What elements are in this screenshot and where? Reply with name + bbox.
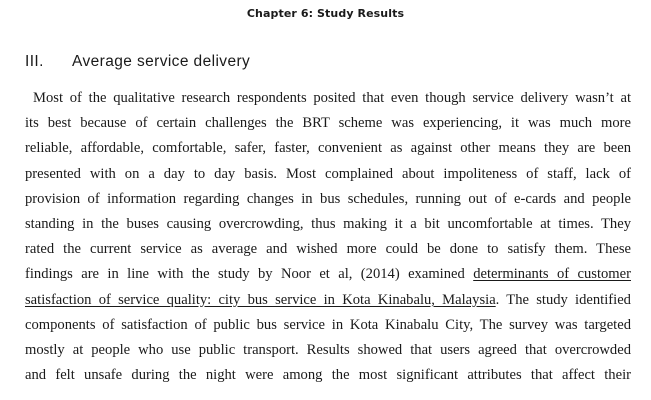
- paragraph-line: components of satisfaction of public bus service in Kota Kinabalu City, The survey was targeted: [25, 316, 631, 333]
- underlined-reference: determinants of customer: [473, 266, 631, 283]
- paragraph-text: findings are in line with the study by Noor et al, (2014) examined: [25, 266, 474, 283]
- section-title: Average service delivery: [72, 53, 251, 70]
- paragraph-line: Most of the qualitative research respondents posited that even though service delivery wasn’t at: [33, 90, 631, 106]
- underlined-reference: satisfaction of service quality: city bus service in Kota Kinabalu, Malaysia: [25, 291, 496, 308]
- paragraph-line: provision of information regarding changes in bus schedules, running out of e-cards and people: [25, 190, 631, 207]
- paragraph-line: and felt unsafe during the night were among the most significant attributes that affect their: [25, 367, 631, 384]
- paragraph-line: reliable, affordable, comfortable, safer, faster, convenient as against other means they are been: [25, 140, 631, 157]
- paragraph-text: . The study identified: [495, 291, 631, 308]
- paragraph-line: [25, 288, 631, 313]
- paragraph-line: presented with on a day to day basis. Most complained about impoliteness of staff, lack of: [25, 165, 631, 182]
- section-number: III.: [25, 53, 44, 70]
- section-heading: [25, 53, 250, 71]
- chapter-header: Chapter 6: Study Results: [246, 7, 405, 20]
- paragraph-line: its best because of certain challenges the BRT scheme was experiencing, it was much more: [25, 115, 631, 132]
- paragraph-line: rated the current service as average and wished more could be done to satisfy them. These: [25, 241, 631, 258]
- paragraph-line: standing in the buses causing overcrowding, thus making it a bit uncomfortable at times. They: [25, 216, 631, 233]
- body-paragraph: [25, 86, 631, 388]
- paragraph-line: [25, 262, 631, 287]
- paragraph-line: mostly at people who use public transport. Results showed that users agreed that overcrowded: [25, 342, 631, 359]
